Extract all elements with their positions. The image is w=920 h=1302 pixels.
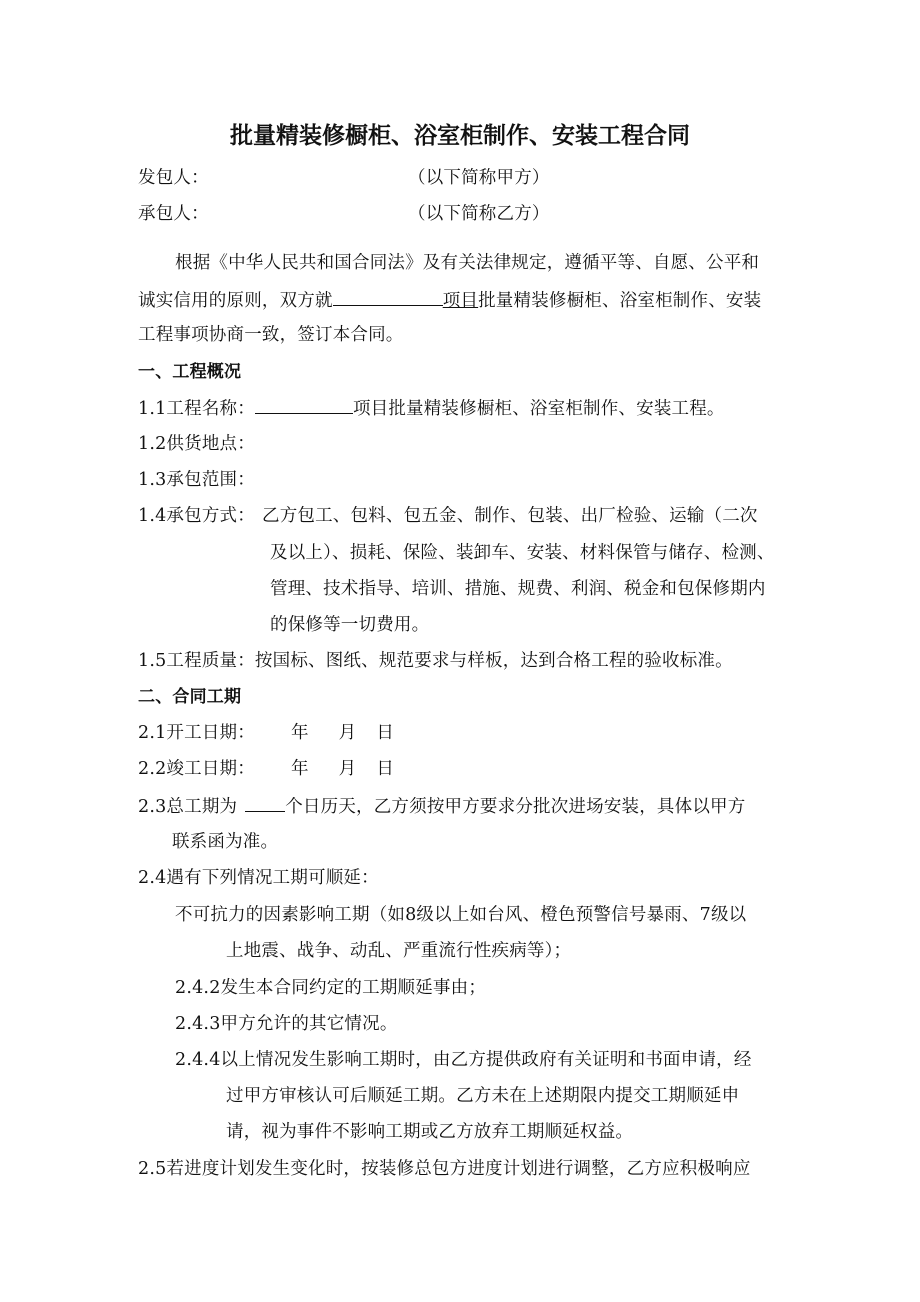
item-2-4: 2.4遇有下列情况工期可顺延：	[138, 868, 379, 888]
start-day: 日	[376, 723, 395, 743]
item-2-3-start: 2.3总工期为	[138, 797, 238, 817]
item-2-4-4-line-2: 过甲方审核认可后顺延工期。乙方未在上述期限内提交工期顺延申	[226, 1086, 740, 1106]
item-1-4-label: 1.4承包方式：	[138, 506, 255, 526]
intro-project-word: 项目	[442, 291, 479, 311]
item-1-4-line-2: 及以上）、损耗、保险、装卸车、安装、材料保管与储存、检测、	[270, 543, 775, 563]
section-2-heading: 二、合同工期	[138, 687, 242, 707]
finish-year: 年	[290, 759, 309, 779]
intro-line-2-start: 诚实信用的原则，双方就	[138, 291, 333, 311]
project-name-blank-2	[255, 396, 353, 414]
employer-label: 发包人：	[138, 168, 209, 188]
start-year: 年	[290, 723, 309, 743]
item-2-4-4-line-1: 2.4.4以上情况发生影响工期时，由乙方提供政府有关证明和书面申请，经	[175, 1050, 752, 1070]
item-1-1	[138, 396, 725, 421]
contractor-note: （以下简称乙方）	[408, 204, 550, 224]
item-2-3-line-2: 联系函为准。	[172, 832, 279, 852]
contractor-label: 承包人：	[138, 204, 209, 224]
item-1-4-line-4: 的保修等一切费用。	[270, 615, 430, 635]
document-title: 批量精装修橱柜、浴室柜制作、安装工程合同	[230, 123, 690, 149]
item-2-4-1-line-1: 不可抗力的因素影响工期（如8级以上如台风、橙色预警信号暴雨、7级以	[175, 905, 747, 925]
section-1-heading: 一、工程概况	[138, 362, 242, 382]
item-2-2	[138, 757, 394, 781]
finish-day: 日	[376, 759, 395, 779]
item-2-4-2: 2.4.2发生本合同约定的工期顺延事由；	[175, 978, 487, 998]
item-2-1-label: 2.1开工日期：	[138, 723, 255, 743]
finish-month: 月	[338, 759, 357, 779]
item-1-5: 1.5工程质量：按国标、图纸、规范要求与样板，达到合格工程的验收标准。	[138, 651, 733, 671]
item-2-1	[138, 721, 394, 745]
item-1-1-label: 1.1工程名称：	[138, 399, 255, 419]
item-1-4-line-3: 管理、技术指导、培训、措施、规费、利润、税金和包保修期内	[270, 579, 766, 599]
item-2-2-label: 2.2竣工日期：	[138, 759, 255, 779]
item-1-3: 1.3承包范围：	[138, 470, 255, 490]
item-2-4-1-line-2: 上地震、战争、动乱、严重流行性疾病等）；	[226, 941, 572, 961]
intro-line-2	[138, 288, 761, 313]
intro-line-1: 根据《中华人民共和国合同法》及有关法律规定，遵循平等、自愿、公平和	[175, 253, 760, 273]
item-1-2: 1.2供货地点：	[138, 434, 255, 454]
start-month: 月	[338, 723, 357, 743]
item-2-3-end: 个日历天，乙方须按甲方要求分批次进场安装，具体以甲方	[285, 797, 746, 817]
item-2-3-line-1	[138, 794, 745, 819]
intro-line-2-end: 批量精装修橱柜、浴室柜制作、安装	[478, 291, 762, 311]
item-1-4-line-1: 乙方包工、包料、包五金、制作、包装、出厂检验、运输（二次	[262, 506, 758, 526]
item-1-1-text: 项目批量精装修橱柜、浴室柜制作、安装工程。	[352, 399, 725, 419]
item-2-4-3: 2.4.3甲方允许的其它情况。	[175, 1014, 398, 1034]
total-days-blank	[245, 794, 285, 812]
item-2-4-4-line-3: 请，视为事件不影响工期或乙方放弃工期顺延权益。	[226, 1122, 634, 1142]
item-2-5: 2.5若进度计划发生变化时，按装修总包方进度计划进行调整，乙方应积极响应	[138, 1159, 751, 1179]
project-name-blank	[333, 288, 443, 306]
employer-note: （以下简称甲方）	[408, 168, 550, 188]
intro-line-3: 工程事项协商一致，签订本合同。	[138, 325, 404, 345]
